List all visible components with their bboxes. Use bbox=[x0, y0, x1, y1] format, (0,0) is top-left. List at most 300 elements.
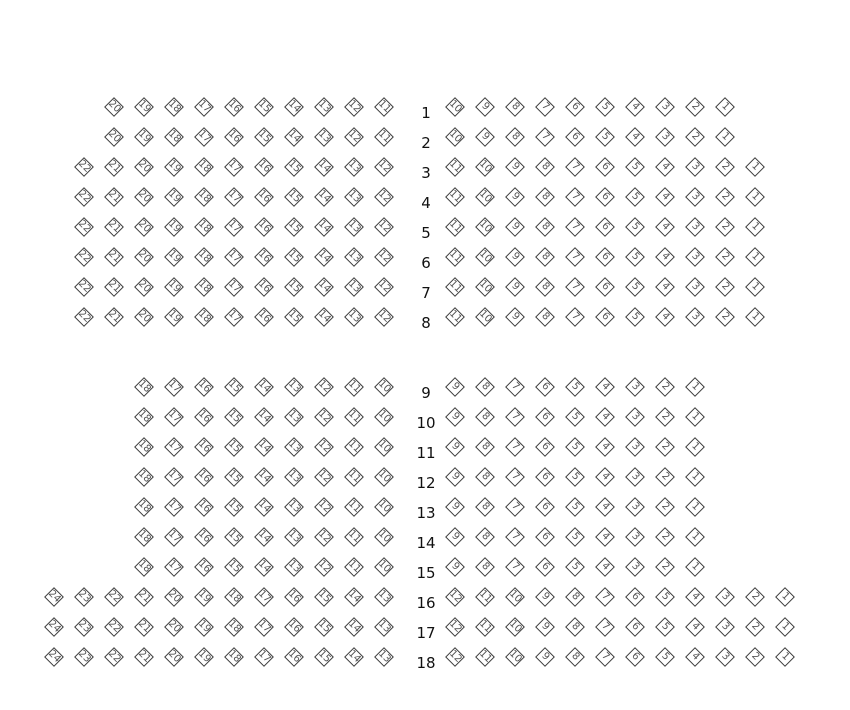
seat[interactable] bbox=[224, 97, 244, 117]
seat[interactable] bbox=[505, 617, 525, 637]
seat[interactable] bbox=[475, 217, 495, 237]
seat[interactable] bbox=[505, 647, 525, 667]
seat[interactable] bbox=[565, 157, 585, 177]
seat[interactable] bbox=[284, 587, 304, 607]
seat[interactable] bbox=[655, 467, 675, 487]
seat[interactable] bbox=[745, 217, 765, 237]
seat[interactable] bbox=[475, 187, 495, 207]
seat[interactable] bbox=[535, 647, 555, 667]
seat[interactable] bbox=[445, 437, 465, 457]
seat[interactable] bbox=[535, 187, 555, 207]
seat[interactable] bbox=[625, 377, 645, 397]
seat[interactable] bbox=[134, 497, 154, 517]
seat[interactable] bbox=[164, 647, 184, 667]
seat[interactable] bbox=[134, 187, 154, 207]
seat[interactable] bbox=[625, 307, 645, 327]
seat[interactable] bbox=[194, 437, 214, 457]
seat[interactable] bbox=[314, 407, 334, 427]
seat[interactable] bbox=[74, 247, 94, 267]
seat[interactable] bbox=[74, 617, 94, 637]
seat[interactable] bbox=[314, 217, 334, 237]
seat[interactable] bbox=[314, 187, 334, 207]
seat[interactable] bbox=[595, 157, 615, 177]
seat[interactable] bbox=[44, 617, 64, 637]
seat[interactable] bbox=[194, 187, 214, 207]
seat[interactable] bbox=[224, 247, 244, 267]
seat[interactable] bbox=[224, 467, 244, 487]
seat[interactable] bbox=[445, 527, 465, 547]
seat[interactable] bbox=[655, 407, 675, 427]
seat[interactable] bbox=[134, 277, 154, 297]
seat[interactable] bbox=[625, 97, 645, 117]
seat[interactable] bbox=[535, 307, 555, 327]
seat[interactable] bbox=[565, 127, 585, 147]
seat[interactable] bbox=[284, 467, 304, 487]
seat[interactable] bbox=[775, 647, 795, 667]
seat[interactable] bbox=[445, 467, 465, 487]
seat[interactable] bbox=[254, 467, 274, 487]
seat[interactable] bbox=[284, 307, 304, 327]
seat[interactable] bbox=[194, 647, 214, 667]
seat[interactable] bbox=[344, 557, 364, 577]
seat[interactable] bbox=[344, 377, 364, 397]
seat[interactable] bbox=[565, 497, 585, 517]
seat[interactable] bbox=[565, 217, 585, 237]
seat[interactable] bbox=[535, 247, 555, 267]
seat[interactable] bbox=[134, 647, 154, 667]
seat[interactable] bbox=[715, 157, 735, 177]
seat[interactable] bbox=[715, 647, 735, 667]
seat[interactable] bbox=[194, 127, 214, 147]
seat[interactable] bbox=[224, 437, 244, 457]
seat[interactable] bbox=[374, 437, 394, 457]
seat[interactable] bbox=[134, 617, 154, 637]
seat[interactable] bbox=[595, 587, 615, 607]
seat[interactable] bbox=[475, 127, 495, 147]
seat[interactable] bbox=[445, 277, 465, 297]
seat[interactable] bbox=[314, 127, 334, 147]
seat[interactable] bbox=[374, 97, 394, 117]
seat[interactable] bbox=[254, 247, 274, 267]
seat[interactable] bbox=[254, 187, 274, 207]
seat[interactable] bbox=[595, 557, 615, 577]
seat[interactable] bbox=[595, 407, 615, 427]
seat[interactable] bbox=[104, 307, 124, 327]
seat[interactable] bbox=[224, 377, 244, 397]
seat[interactable] bbox=[254, 617, 274, 637]
seat[interactable] bbox=[535, 217, 555, 237]
seat[interactable] bbox=[655, 217, 675, 237]
seat[interactable] bbox=[374, 587, 394, 607]
seat[interactable] bbox=[715, 217, 735, 237]
seat[interactable] bbox=[715, 97, 735, 117]
seat[interactable] bbox=[74, 277, 94, 297]
seat[interactable] bbox=[284, 527, 304, 547]
seat[interactable] bbox=[535, 127, 555, 147]
seat[interactable] bbox=[475, 437, 495, 457]
seat[interactable] bbox=[715, 617, 735, 637]
seat[interactable] bbox=[194, 407, 214, 427]
seat[interactable] bbox=[625, 647, 645, 667]
seat[interactable] bbox=[104, 187, 124, 207]
seat[interactable] bbox=[254, 217, 274, 237]
seat[interactable] bbox=[134, 587, 154, 607]
seat[interactable] bbox=[595, 277, 615, 297]
seat[interactable] bbox=[134, 97, 154, 117]
seat[interactable] bbox=[445, 377, 465, 397]
seat[interactable] bbox=[164, 617, 184, 637]
seat[interactable] bbox=[164, 407, 184, 427]
seat[interactable] bbox=[224, 527, 244, 547]
seat[interactable] bbox=[685, 527, 705, 547]
seat[interactable] bbox=[284, 557, 304, 577]
seat[interactable] bbox=[475, 557, 495, 577]
seat[interactable] bbox=[254, 127, 274, 147]
seat[interactable] bbox=[685, 157, 705, 177]
seat[interactable] bbox=[745, 587, 765, 607]
seat[interactable] bbox=[224, 557, 244, 577]
seat[interactable] bbox=[535, 277, 555, 297]
seat[interactable] bbox=[284, 437, 304, 457]
seat[interactable] bbox=[344, 617, 364, 637]
seat[interactable] bbox=[655, 557, 675, 577]
seat[interactable] bbox=[775, 617, 795, 637]
seat[interactable] bbox=[344, 307, 364, 327]
seat[interactable] bbox=[194, 587, 214, 607]
seat[interactable] bbox=[284, 617, 304, 637]
seat[interactable] bbox=[475, 277, 495, 297]
seat[interactable] bbox=[685, 277, 705, 297]
seat[interactable] bbox=[685, 497, 705, 517]
seat[interactable] bbox=[565, 467, 585, 487]
seat[interactable] bbox=[284, 247, 304, 267]
seat[interactable] bbox=[44, 587, 64, 607]
seat[interactable] bbox=[535, 157, 555, 177]
seat[interactable] bbox=[445, 307, 465, 327]
seat[interactable] bbox=[344, 647, 364, 667]
seat[interactable] bbox=[374, 647, 394, 667]
seat[interactable] bbox=[374, 157, 394, 177]
seat[interactable] bbox=[535, 557, 555, 577]
seat[interactable] bbox=[104, 647, 124, 667]
seat[interactable] bbox=[164, 467, 184, 487]
seat[interactable] bbox=[374, 467, 394, 487]
seat[interactable] bbox=[344, 437, 364, 457]
seat[interactable] bbox=[595, 437, 615, 457]
seat[interactable] bbox=[475, 97, 495, 117]
seat[interactable] bbox=[445, 497, 465, 517]
seat[interactable] bbox=[625, 527, 645, 547]
seat[interactable] bbox=[224, 497, 244, 517]
seat[interactable] bbox=[224, 277, 244, 297]
seat[interactable] bbox=[194, 247, 214, 267]
seat[interactable] bbox=[224, 127, 244, 147]
seat[interactable] bbox=[164, 157, 184, 177]
seat[interactable] bbox=[104, 617, 124, 637]
seat[interactable] bbox=[475, 377, 495, 397]
seat[interactable] bbox=[475, 617, 495, 637]
seat[interactable] bbox=[314, 247, 334, 267]
seat[interactable] bbox=[224, 217, 244, 237]
seat[interactable] bbox=[505, 307, 525, 327]
seat[interactable] bbox=[565, 307, 585, 327]
seat[interactable] bbox=[535, 407, 555, 427]
seat[interactable] bbox=[685, 647, 705, 667]
seat[interactable] bbox=[344, 217, 364, 237]
seat[interactable] bbox=[284, 187, 304, 207]
seat[interactable] bbox=[284, 157, 304, 177]
seat[interactable] bbox=[715, 277, 735, 297]
seat[interactable] bbox=[655, 587, 675, 607]
seat[interactable] bbox=[254, 557, 274, 577]
seat[interactable] bbox=[284, 277, 304, 297]
seat[interactable] bbox=[715, 127, 735, 147]
seat[interactable] bbox=[625, 617, 645, 637]
seat[interactable] bbox=[104, 247, 124, 267]
seat[interactable] bbox=[194, 467, 214, 487]
seat[interactable] bbox=[655, 157, 675, 177]
seat[interactable] bbox=[505, 527, 525, 547]
seat[interactable] bbox=[284, 127, 304, 147]
seat[interactable] bbox=[445, 407, 465, 427]
seat[interactable] bbox=[284, 497, 304, 517]
seat[interactable] bbox=[475, 157, 495, 177]
seat[interactable] bbox=[505, 497, 525, 517]
seat[interactable] bbox=[445, 587, 465, 607]
seat[interactable] bbox=[655, 617, 675, 637]
seat[interactable] bbox=[715, 307, 735, 327]
seat[interactable] bbox=[254, 97, 274, 117]
seat[interactable] bbox=[715, 187, 735, 207]
seat[interactable] bbox=[625, 557, 645, 577]
seat[interactable] bbox=[685, 217, 705, 237]
seat[interactable] bbox=[134, 247, 154, 267]
seat[interactable] bbox=[374, 497, 394, 517]
seat[interactable] bbox=[655, 247, 675, 267]
seat[interactable] bbox=[314, 467, 334, 487]
seat[interactable] bbox=[505, 587, 525, 607]
seat[interactable] bbox=[565, 437, 585, 457]
seat[interactable] bbox=[625, 437, 645, 457]
seat[interactable] bbox=[254, 497, 274, 517]
seat[interactable] bbox=[344, 497, 364, 517]
seat[interactable] bbox=[715, 247, 735, 267]
seat[interactable] bbox=[475, 307, 495, 327]
seat[interactable] bbox=[374, 307, 394, 327]
seat[interactable] bbox=[715, 587, 735, 607]
seat[interactable] bbox=[685, 617, 705, 637]
seat[interactable] bbox=[224, 157, 244, 177]
seat[interactable] bbox=[595, 647, 615, 667]
seat[interactable] bbox=[104, 587, 124, 607]
seat[interactable] bbox=[745, 307, 765, 327]
seat[interactable] bbox=[134, 377, 154, 397]
seat[interactable] bbox=[314, 377, 334, 397]
seat[interactable] bbox=[74, 187, 94, 207]
seat[interactable] bbox=[655, 497, 675, 517]
seat[interactable] bbox=[475, 647, 495, 667]
seat[interactable] bbox=[595, 217, 615, 237]
seat[interactable] bbox=[505, 277, 525, 297]
seat[interactable] bbox=[565, 647, 585, 667]
seat[interactable] bbox=[164, 307, 184, 327]
seat[interactable] bbox=[685, 247, 705, 267]
seat[interactable] bbox=[595, 377, 615, 397]
seat[interactable] bbox=[344, 407, 364, 427]
seat[interactable] bbox=[535, 497, 555, 517]
seat[interactable] bbox=[344, 247, 364, 267]
seat[interactable] bbox=[595, 127, 615, 147]
seat[interactable] bbox=[254, 527, 274, 547]
seat[interactable] bbox=[224, 307, 244, 327]
seat[interactable] bbox=[374, 407, 394, 427]
seat[interactable] bbox=[104, 127, 124, 147]
seat[interactable] bbox=[595, 307, 615, 327]
seat[interactable] bbox=[104, 217, 124, 237]
seat[interactable] bbox=[505, 467, 525, 487]
seat[interactable] bbox=[655, 277, 675, 297]
seat[interactable] bbox=[194, 377, 214, 397]
seat[interactable] bbox=[505, 157, 525, 177]
seat[interactable] bbox=[104, 277, 124, 297]
seat[interactable] bbox=[565, 587, 585, 607]
seat[interactable] bbox=[535, 587, 555, 607]
seat[interactable] bbox=[625, 217, 645, 237]
seat[interactable] bbox=[595, 97, 615, 117]
seat[interactable] bbox=[745, 647, 765, 667]
seat[interactable] bbox=[565, 187, 585, 207]
seat[interactable] bbox=[194, 217, 214, 237]
seat[interactable] bbox=[374, 127, 394, 147]
seat[interactable] bbox=[344, 157, 364, 177]
seat[interactable] bbox=[685, 307, 705, 327]
seat[interactable] bbox=[224, 407, 244, 427]
seat[interactable] bbox=[194, 527, 214, 547]
seat[interactable] bbox=[254, 277, 274, 297]
seat[interactable] bbox=[535, 617, 555, 637]
seat[interactable] bbox=[224, 587, 244, 607]
seat[interactable] bbox=[314, 587, 334, 607]
seat[interactable] bbox=[655, 437, 675, 457]
seat[interactable] bbox=[475, 527, 495, 547]
seat[interactable] bbox=[254, 647, 274, 667]
seat[interactable] bbox=[625, 467, 645, 487]
seat[interactable] bbox=[224, 187, 244, 207]
seat[interactable] bbox=[505, 217, 525, 237]
seat[interactable] bbox=[134, 467, 154, 487]
seat[interactable] bbox=[685, 127, 705, 147]
seat[interactable] bbox=[254, 377, 274, 397]
seat[interactable] bbox=[505, 187, 525, 207]
seat[interactable] bbox=[445, 217, 465, 237]
seat[interactable] bbox=[164, 247, 184, 267]
seat[interactable] bbox=[685, 557, 705, 577]
seat[interactable] bbox=[74, 587, 94, 607]
seat[interactable] bbox=[595, 467, 615, 487]
seat[interactable] bbox=[505, 377, 525, 397]
seat[interactable] bbox=[224, 617, 244, 637]
seat[interactable] bbox=[595, 247, 615, 267]
seat[interactable] bbox=[685, 187, 705, 207]
seat[interactable] bbox=[685, 437, 705, 457]
seat[interactable] bbox=[445, 247, 465, 267]
seat[interactable] bbox=[565, 527, 585, 547]
seat[interactable] bbox=[164, 437, 184, 457]
seat[interactable] bbox=[164, 127, 184, 147]
seat[interactable] bbox=[445, 157, 465, 177]
seat[interactable] bbox=[74, 217, 94, 237]
seat[interactable] bbox=[74, 647, 94, 667]
seat[interactable] bbox=[625, 157, 645, 177]
seat[interactable] bbox=[74, 157, 94, 177]
seat[interactable] bbox=[745, 277, 765, 297]
seat[interactable] bbox=[565, 557, 585, 577]
seat[interactable] bbox=[314, 277, 334, 297]
seat[interactable] bbox=[535, 467, 555, 487]
seat[interactable] bbox=[565, 97, 585, 117]
seat[interactable] bbox=[314, 617, 334, 637]
seat[interactable] bbox=[164, 97, 184, 117]
seat[interactable] bbox=[625, 127, 645, 147]
seat[interactable] bbox=[745, 617, 765, 637]
seat[interactable] bbox=[344, 467, 364, 487]
seat[interactable] bbox=[284, 407, 304, 427]
seat[interactable] bbox=[314, 97, 334, 117]
seat[interactable] bbox=[655, 307, 675, 327]
seat[interactable] bbox=[505, 97, 525, 117]
seat[interactable] bbox=[284, 647, 304, 667]
seat[interactable] bbox=[104, 157, 124, 177]
seat[interactable] bbox=[284, 217, 304, 237]
seat[interactable] bbox=[194, 157, 214, 177]
seat[interactable] bbox=[625, 277, 645, 297]
seat[interactable] bbox=[685, 467, 705, 487]
seat[interactable] bbox=[344, 587, 364, 607]
seat[interactable] bbox=[374, 187, 394, 207]
seat[interactable] bbox=[685, 97, 705, 117]
seat[interactable] bbox=[134, 217, 154, 237]
seat[interactable] bbox=[344, 187, 364, 207]
seat[interactable] bbox=[374, 277, 394, 297]
seat[interactable] bbox=[655, 377, 675, 397]
seat[interactable] bbox=[284, 97, 304, 117]
seat[interactable] bbox=[284, 377, 304, 397]
seat[interactable] bbox=[565, 277, 585, 297]
seat[interactable] bbox=[655, 187, 675, 207]
seat[interactable] bbox=[475, 587, 495, 607]
seat[interactable] bbox=[535, 527, 555, 547]
seat[interactable] bbox=[445, 557, 465, 577]
seat[interactable] bbox=[625, 187, 645, 207]
seat[interactable] bbox=[134, 437, 154, 457]
seat[interactable] bbox=[374, 617, 394, 637]
seat[interactable] bbox=[314, 647, 334, 667]
seat[interactable] bbox=[194, 277, 214, 297]
seat[interactable] bbox=[134, 407, 154, 427]
seat[interactable] bbox=[254, 307, 274, 327]
seat[interactable] bbox=[344, 127, 364, 147]
seat[interactable] bbox=[374, 247, 394, 267]
seat[interactable] bbox=[134, 127, 154, 147]
seat[interactable] bbox=[134, 157, 154, 177]
seat[interactable] bbox=[505, 127, 525, 147]
seat[interactable] bbox=[194, 497, 214, 517]
seat[interactable] bbox=[104, 97, 124, 117]
seat[interactable] bbox=[625, 587, 645, 607]
seat[interactable] bbox=[134, 527, 154, 547]
seat[interactable] bbox=[655, 127, 675, 147]
seat[interactable] bbox=[475, 247, 495, 267]
